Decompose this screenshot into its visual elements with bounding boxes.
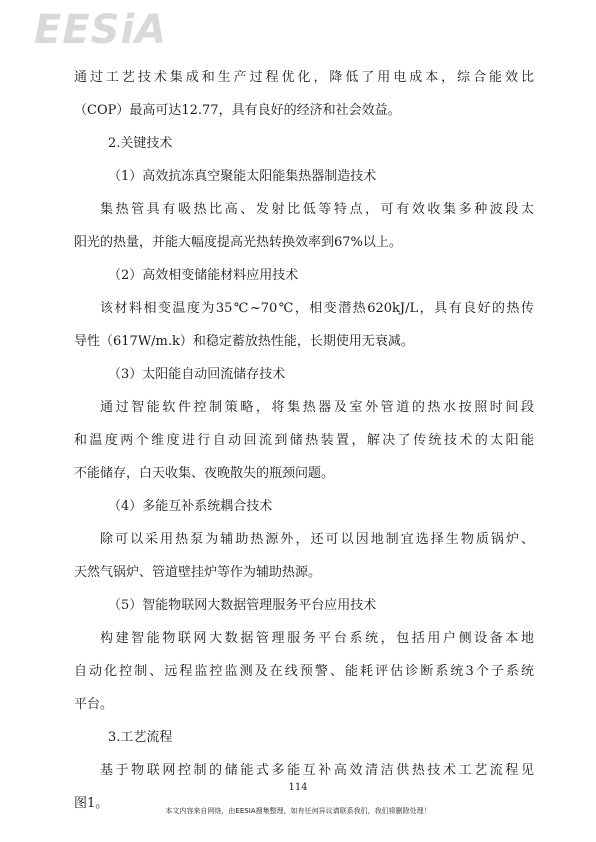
eesia-logo: EESiA xyxy=(34,7,168,53)
text-line: 自动化控制、远程监控监测及在线预警、能耗评估诊断系统3个子系统 xyxy=(74,664,534,679)
text-line: 导性（617W/m.k）和稳定蓄放热性能，长期使用无衰减。 xyxy=(74,334,414,349)
text-line: 该材料相变温度为35℃~70℃，相变潜热620kJ/L，具有良好的热传 xyxy=(100,301,534,316)
section-heading: （4）多能互补系统耦合技术 xyxy=(108,499,273,514)
text-line: 除可以采用热泵为辅助热源外，还可以因地制宜选择生物质锅炉、 xyxy=(100,532,534,547)
text-line: 集热管具有吸热比高、发射比低等特点，可有效收集多种波段太 xyxy=(100,202,534,217)
text-line: 平台。 xyxy=(74,697,114,712)
text-line: 不能储存，白天收集、夜晚散失的瓶颈问题。 xyxy=(74,466,335,481)
text-line: 通过工艺技术集成和生产过程优化，降低了用电成本，综合能效比 xyxy=(74,70,534,85)
text-line: （COP）最高可达12.77，具有良好的经济和社会效益。 xyxy=(74,103,401,118)
text-line: 天然气锅炉、管道壁挂炉等作为辅助热源。 xyxy=(74,565,322,580)
section-heading: （1）高效抗冻真空聚能太阳能集热器制造技术 xyxy=(108,169,377,184)
section-heading: （2）高效相变储能材料应用技术 xyxy=(108,268,299,283)
document-body xyxy=(74,61,534,820)
section-heading: 2.关键技术 xyxy=(108,136,173,151)
text-line: 基于物联网控制的储能式多能互补高效清洁供热技术工艺流程见 xyxy=(100,763,534,778)
text-line: 阳光的热量，并能大幅度提高光热转换效率到67%以上。 xyxy=(74,235,402,250)
text-line: 通过智能软件控制策略，将集热器及室外管道的热水按照时间段 xyxy=(100,400,534,415)
text-line: 构建智能物联网大数据管理服务平台系统，包括用户侧设备本地 xyxy=(100,631,534,646)
section-heading: 3.工艺流程 xyxy=(108,730,173,745)
page-number: 114 xyxy=(288,782,308,793)
section-heading: （5）智能物联网大数据管理服务平台应用技术 xyxy=(108,598,377,613)
footer-disclaimer: 本文内容来自网络，由EESIA搜集整理，如有任何异议请联系我们，我们将删除处理！ xyxy=(165,807,431,815)
text-line: 和温度两个维度进行自动回流到储热装置，解决了传统技术的太阳能 xyxy=(74,433,534,448)
section-heading: （3）太阳能自动回流储存技术 xyxy=(108,367,286,382)
text-line: 图1。 xyxy=(74,796,109,811)
